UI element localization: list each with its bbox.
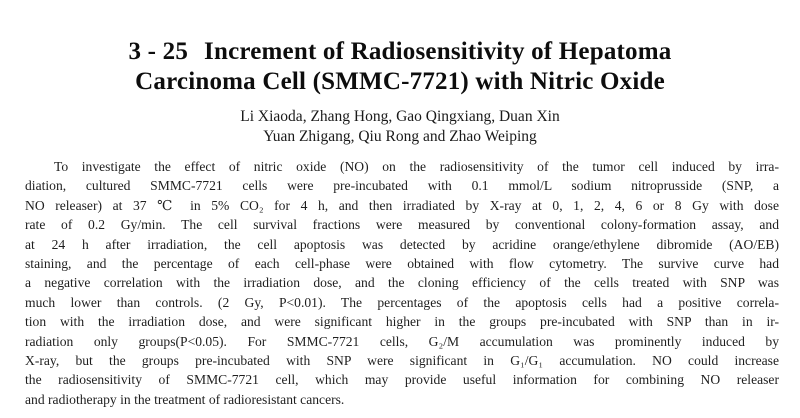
abstract-line: diation, cultured SMMC-7721 cells were pre-incubated with 0.1 mmol/L sodium nitroprusside (SNP, a — [25, 178, 779, 194]
abstract-line: the radiosensitivity of SMMC-7721 cell, which may provide useful information for combining NO releaser — [25, 372, 779, 388]
abstract — [25, 157, 779, 409]
abstract-line: much lower than controls. (2 Gy, P<0.01). The percentages of the apoptosis cells had a positive correla- — [25, 294, 779, 310]
title-text-1: Increment of Radiosensitivity of Hepatoma — [204, 38, 672, 65]
section-number: 3 - 25 — [128, 38, 189, 65]
abstract-line: NO releaser) at 37 ℃ in 5% CO₂ for 4 h, and then irradiated by X-ray at 0, 1, 2, 4, 6 or 8 Gy with dose — [25, 197, 779, 213]
abstract-line: radiation only groups(P<0.05). For SMMC-7721 cells, G₂/M accumulation was prominently induced by — [25, 333, 779, 349]
paper-title-line-1 — [0, 36, 800, 67]
authors-line-1: Li Xiaoda, Zhang Hong, Gao Qingxiang, Duan Xin — [240, 108, 560, 125]
abstract-line: a negative correlation with the irradiation dose, and the cloning efficiency of the cells treated with SNP was — [25, 275, 779, 291]
abstract-line: rate of 0.2 Gy/min. The cell survival fractions were measured by conventional colony-formation assay, and — [25, 217, 779, 233]
abstract-line: X-ray, but the groups pre-incubated with SNP were significant in G₁/G₁ accumulation. NO could increase — [25, 352, 779, 368]
abstract-line: To investigate the effect of nitric oxide (NO) on the radiosensitivity of the tumor cell induced by irra- — [54, 159, 779, 174]
abstract-line: staining, and the percentage of each cell-phase were obtained with flow cytometry. The survive curve had — [25, 255, 779, 271]
authors-line-2: Yuan Zhigang, Qiu Rong and Zhao Weiping — [263, 128, 537, 145]
abstract-line: and radiotherapy in the treatment of radioresistant cancers. — [25, 391, 345, 407]
abstract-line: at 24 h after irradiation, the cell apoptosis was detected by acridine orange/ethylene dibromide (AO/EB) — [25, 236, 779, 252]
abstract-line: tion with the irradiation dose, and were significant higher in the groups pre-incubated with SNP than in ir- — [25, 314, 779, 330]
paper-title-line-2: Carcinoma Cell (SMMC-7721) with Nitric Oxide — [135, 68, 665, 95]
